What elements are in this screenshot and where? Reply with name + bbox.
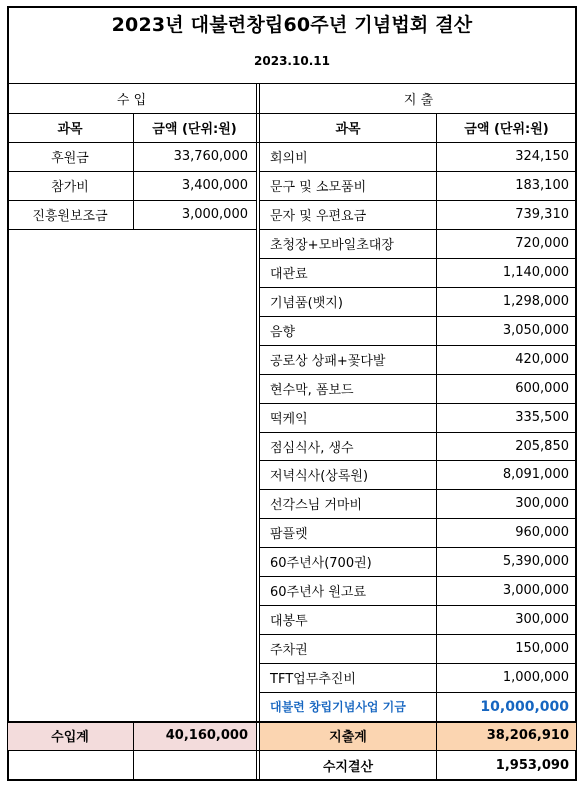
balance-label: 수지결산	[322, 759, 374, 775]
expense-item: 저녁식사(상록원)	[270, 469, 369, 484]
expense-amount: 150,000	[515, 641, 569, 656]
expense-item: 문구 및 소모품비	[270, 180, 367, 195]
expense-amount: 960,000	[515, 525, 569, 540]
expense-item: 60주년사 원고료	[270, 585, 367, 600]
income-item: 진흥원보조금	[32, 209, 108, 224]
expense-item: 음향	[270, 325, 296, 340]
expense-amount: 1,298,000	[502, 294, 569, 309]
income-amount: 3,400,000	[181, 178, 248, 193]
expense-item: 문자 및 우편요금	[270, 209, 367, 224]
expense-item: 팜플렛	[270, 527, 308, 542]
expense-item: 60주년사(700권)	[270, 556, 372, 571]
expense-amount: 5,390,000	[502, 554, 569, 569]
expense-item: TFT업무추진비	[270, 672, 356, 687]
expense-amount: 600,000	[515, 381, 569, 396]
expense-total-amount: 38,206,910	[486, 728, 569, 743]
expense-amount: 420,000	[515, 352, 569, 367]
expense-item: 선각스님 거마비	[270, 498, 363, 513]
balance-amount: 1,953,090	[495, 757, 569, 773]
income-amount: 33,760,000	[173, 149, 248, 164]
report-date: 2023.10.11	[254, 54, 330, 68]
expense-amount: 3,000,000	[502, 583, 569, 598]
expense-amount: 205,850	[515, 438, 569, 454]
expense-item-column-header: 과목	[335, 122, 361, 137]
expense-item: 대봉투	[270, 614, 308, 629]
expense-item: 주차권	[270, 643, 308, 658]
income-total-label: 수입계	[51, 730, 89, 745]
expense-amount: 8,091,000	[502, 467, 569, 482]
expense-amount: 300,000	[515, 612, 569, 627]
expense-item: 대불련 창립기념사업 기금	[270, 700, 406, 714]
income-amount-column-header: 금액 (단위:원)	[152, 122, 237, 137]
expense-amount-column-header: 금액 (단위:원)	[464, 122, 549, 137]
income-header: 수 입	[116, 92, 147, 108]
expense-amount: 183,100	[515, 178, 569, 193]
page-title: 2023년 대불련창립60주년 기념법회 결산	[111, 14, 473, 36]
expense-amount: 1,140,000	[502, 265, 569, 280]
expense-amount: 324,150	[515, 149, 569, 164]
expense-amount: 300,000	[515, 496, 569, 511]
expense-item: 기념품(뱃지)	[270, 296, 343, 311]
expense-item: 회의비	[270, 151, 308, 166]
expense-item: 공로상 상패+꽃다발	[270, 354, 386, 369]
income-item: 후원금	[51, 151, 89, 166]
expense-item: 현수막, 폼보드	[270, 383, 354, 398]
expense-header: 지 출	[403, 92, 434, 108]
income-item-column-header: 과목	[57, 122, 83, 137]
expense-amount: 1,000,000	[502, 670, 569, 685]
expense-item: 점심식사, 생수	[270, 440, 354, 456]
income-total-amount: 40,160,000	[165, 728, 248, 743]
expense-amount: 3,050,000	[502, 323, 569, 338]
expense-amount: 739,310	[515, 207, 569, 222]
income-item: 참가비	[51, 180, 89, 195]
income-amount: 3,000,000	[181, 207, 248, 222]
expense-item: 대관료	[270, 267, 308, 282]
expense-amount: 335,500	[515, 410, 569, 425]
expense-total-label: 지출계	[329, 730, 367, 745]
income-row-line	[7, 229, 256, 230]
expense-amount: 10,000,000	[480, 698, 569, 715]
expense-item: 떡케익	[270, 412, 308, 427]
expense-item: 초청장+모바일초대장	[270, 238, 394, 253]
expense-amount: 720,000	[515, 236, 569, 251]
